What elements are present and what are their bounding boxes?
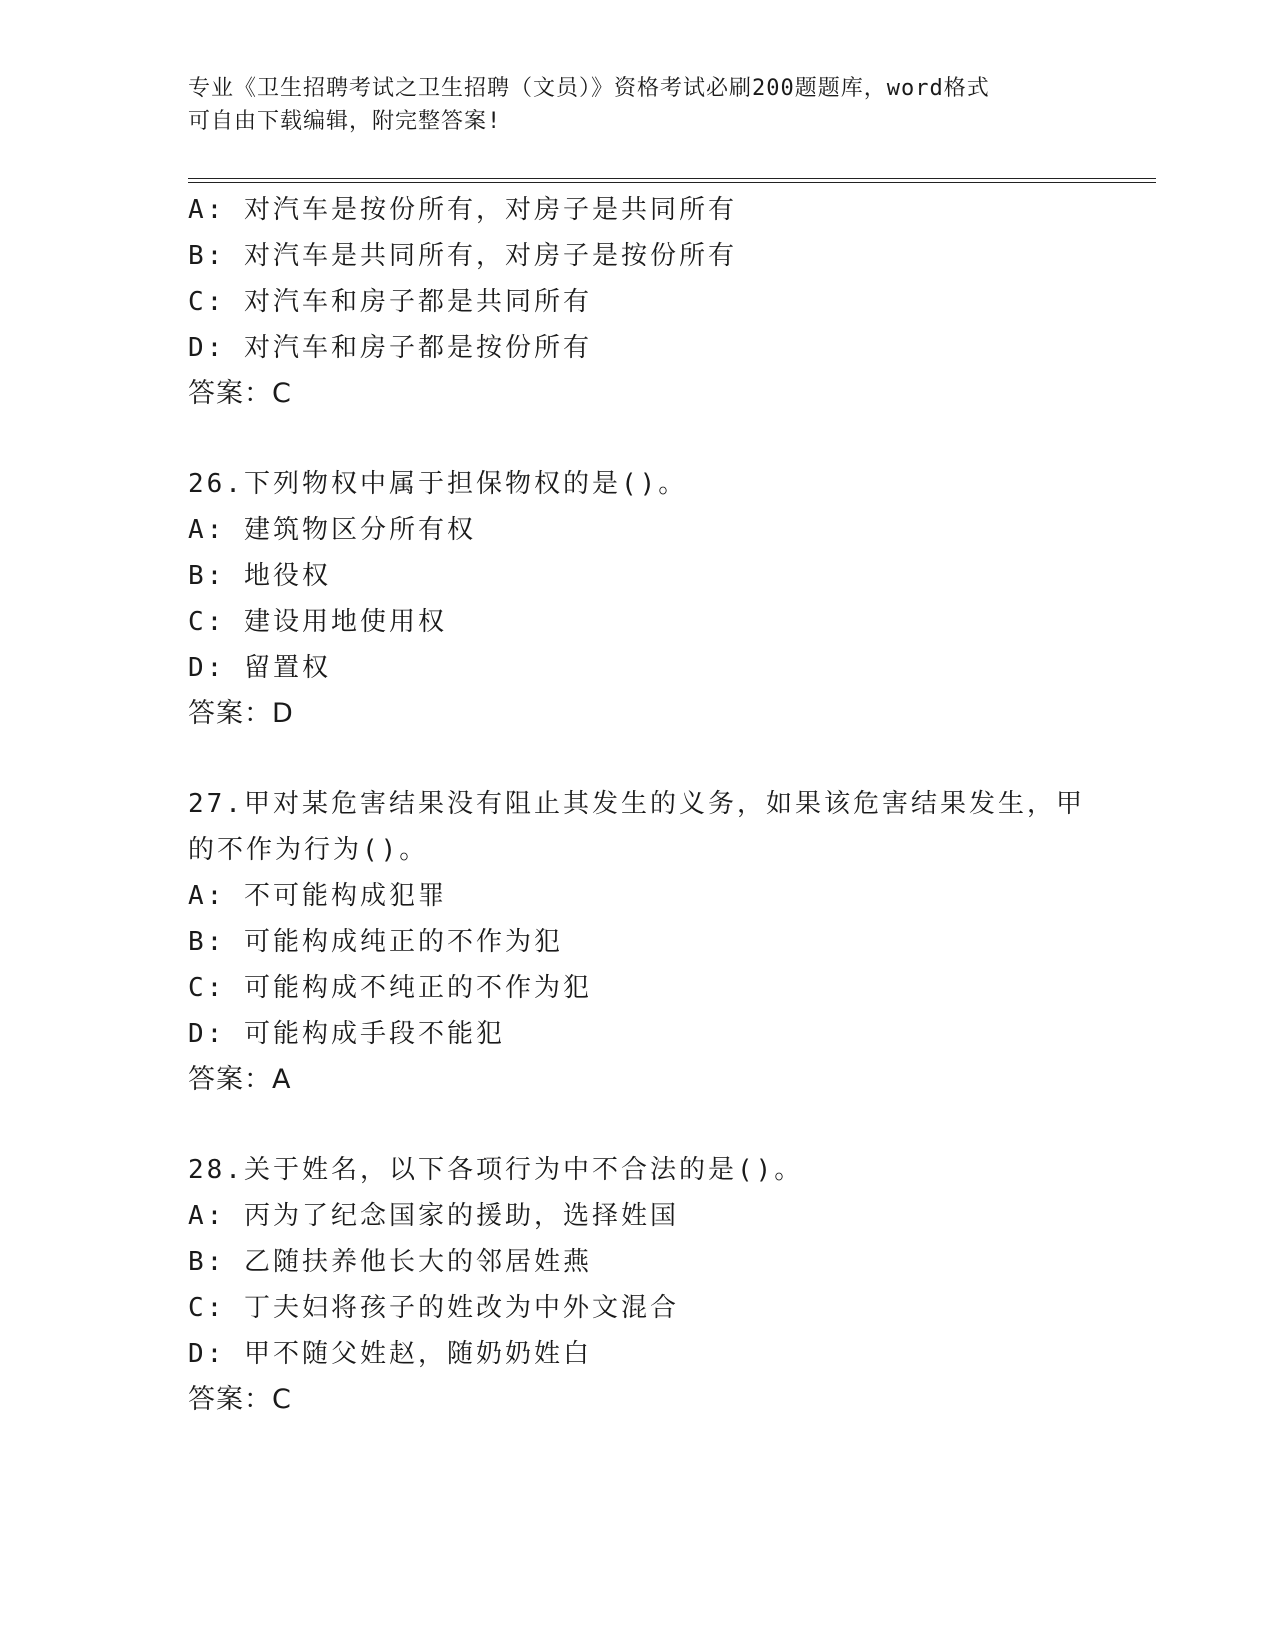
question-26 [188, 461, 1088, 737]
answer: 答案：D [188, 698, 294, 729]
option-b: B: 对汽车是共同所有，对房子是按份所有 [188, 241, 737, 271]
question-list [188, 187, 1088, 1423]
question-text: 26.下列物权中属于担保物权的是()。 [188, 469, 688, 499]
option-c: C: 丁夫妇将孩子的姓改为中外文混合 [188, 1293, 679, 1323]
question-text: 28.关于姓名，以下各项行为中不合法的是()。 [188, 1155, 804, 1185]
option-c: C: 对汽车和房子都是共同所有 [188, 287, 592, 317]
spacer [188, 737, 1088, 781]
option-a: A: 不可能构成犯罪 [188, 881, 447, 911]
answer: 答案：C [188, 378, 292, 409]
header-divider-top [188, 178, 1156, 179]
answer: 答案：A [188, 1064, 292, 1095]
question-25 [188, 187, 1088, 417]
question-text-line-2: 的不作为行为()。 [188, 835, 429, 865]
option-b: B: 可能构成纯正的不作为犯 [188, 927, 563, 957]
header-title-line-1: 专业《卫生招聘考试之卫生招聘（文员）》资格考试必刷200题题库，word格式 [188, 76, 990, 101]
spacer [188, 1103, 1088, 1147]
option-d: D: 对汽车和房子都是按份所有 [188, 333, 592, 363]
option-d: D: 可能构成手段不能犯 [188, 1019, 505, 1049]
option-d: D: 甲不随父姓赵，随奶奶姓白 [188, 1339, 592, 1369]
header-divider-bottom [188, 182, 1156, 183]
option-a: A: 对汽车是按份所有，对房子是共同所有 [188, 195, 737, 225]
option-c: C: 可能构成不纯正的不作为犯 [188, 973, 592, 1003]
option-d: D: 留置权 [188, 653, 331, 683]
option-b: B: 乙随扶养他长大的邻居姓燕 [188, 1247, 592, 1277]
spacer [188, 417, 1088, 461]
document-header [188, 72, 1088, 138]
option-a: A: 建筑物区分所有权 [188, 515, 476, 545]
header-title-line-2: 可自由下载编辑，附完整答案! [188, 109, 502, 134]
answer: 答案：C [188, 1384, 292, 1415]
question-text-line-1: 27.甲对某危害结果没有阻止其发生的义务，如果该危害结果发生，甲 [188, 789, 1085, 819]
option-c: C: 建设用地使用权 [188, 607, 447, 637]
question-27 [188, 781, 1088, 1103]
option-a: A: 丙为了纪念国家的援助，选择姓国 [188, 1201, 679, 1231]
option-b: B: 地役权 [188, 561, 331, 591]
question-28 [188, 1147, 1088, 1423]
